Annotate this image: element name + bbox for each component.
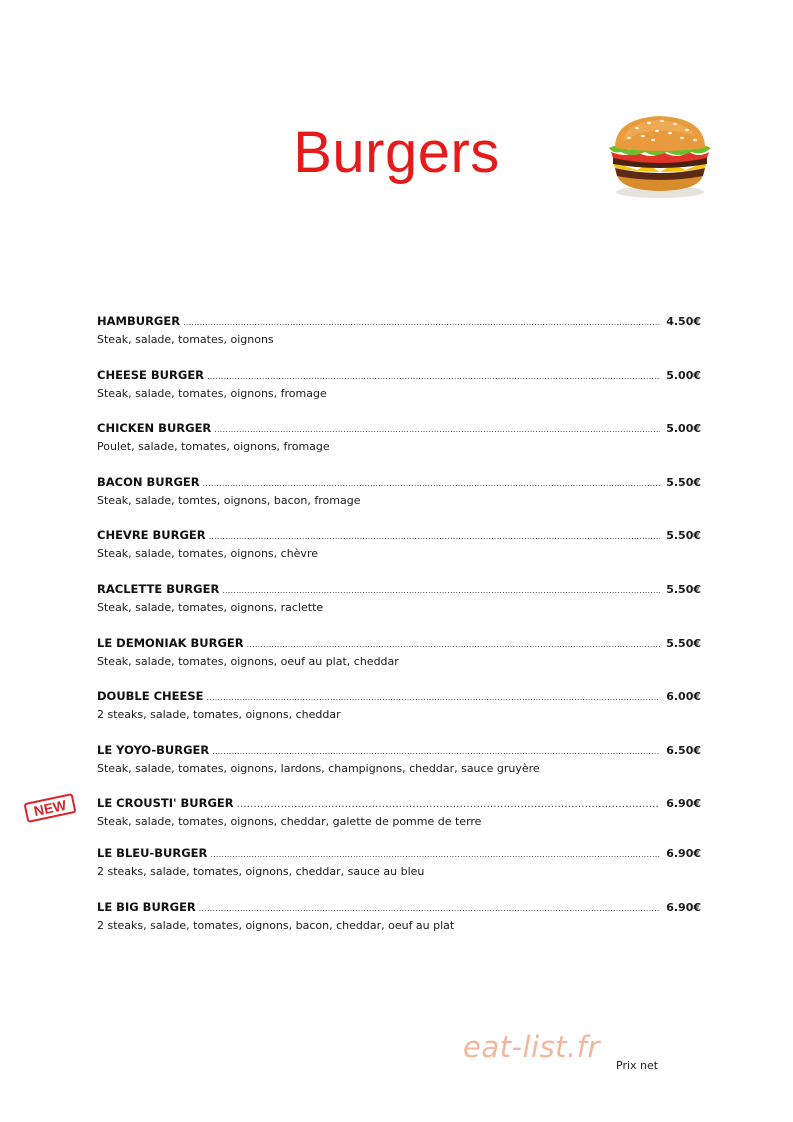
item-price: 5.50€	[666, 636, 701, 650]
menu-item	[97, 313, 701, 367]
item-description: Steak, salade, tomates, oignons, lardons, champignons, cheddar, sauce gruyère	[97, 761, 540, 775]
item-description: 2 steaks, salade, tomates, oignons, cheddar, sauce au bleu	[97, 865, 425, 879]
new-badge-label: NEW	[32, 796, 68, 820]
item-name: CHEVRE BURGER	[97, 528, 206, 543]
item-description: Steak, salade, tomates, oignons, fromage	[97, 386, 327, 400]
menu-item	[97, 795, 701, 845]
footer-brand: eat-list.fr	[463, 1030, 600, 1064]
item-price: 5.50€	[666, 582, 701, 596]
dot-leader	[212, 743, 660, 760]
item-price: 6.50€	[666, 743, 701, 757]
dot-leader	[199, 900, 660, 917]
menu-item	[97, 899, 701, 953]
item-name: LE YOYO-BURGER	[97, 742, 210, 757]
menu-item	[97, 742, 701, 796]
dot-leader	[207, 368, 660, 385]
item-name: DOUBLE CHEESE	[97, 689, 204, 704]
new-badge	[22, 791, 78, 825]
item-description: Steak, salade, tomtes, oignons, bacon, fromage	[97, 493, 361, 507]
dot-leader	[214, 421, 660, 438]
item-name: LE BLEU-BURGER	[97, 846, 208, 861]
menu-item	[97, 420, 701, 474]
item-name: BACON BURGER	[97, 474, 200, 489]
item-price: 5.00€	[666, 368, 701, 382]
page-title: Burgers	[293, 120, 500, 185]
dot-leader	[247, 636, 661, 653]
dot-leader	[183, 314, 660, 331]
menu-item	[97, 635, 701, 689]
item-price: 6.90€	[666, 900, 701, 914]
item-price: 5.50€	[666, 529, 701, 543]
item-name: LE CROUSTI' BURGER	[97, 796, 234, 811]
dot-leader	[209, 528, 661, 545]
item-description: Poulet, salade, tomates, oignons, fromage	[97, 440, 330, 454]
menu-item	[97, 688, 701, 742]
dot-leader	[210, 846, 660, 863]
item-name: CHICKEN BURGER	[97, 421, 212, 436]
dot-leader	[222, 582, 660, 599]
item-price: 6.00€	[666, 690, 701, 704]
item-description: Steak, salade, tomates, oignons, cheddar, galette de pomme de terre	[97, 815, 482, 829]
item-description: Steak, salade, tomates, oignons, raclette	[97, 600, 324, 614]
item-price: 4.50€	[666, 315, 701, 328]
menu-item	[97, 367, 701, 421]
item-name: CHEESE BURGER	[97, 367, 205, 382]
menu-item	[97, 581, 701, 635]
item-description: Steak, salade, tomates, oignons	[97, 333, 274, 346]
item-name: LE BIG BURGER	[97, 899, 196, 914]
menu-item	[97, 527, 701, 581]
item-description: Steak, salade, tomates, oignons, oeuf au plat, cheddar	[97, 654, 399, 668]
dot-leader	[207, 689, 661, 706]
footer-price-note: Prix net	[616, 1059, 659, 1072]
dot-leader	[203, 475, 661, 492]
item-description: Steak, salade, tomates, oignons, chèvre	[97, 547, 318, 561]
item-price: 5.50€	[666, 475, 701, 489]
item-name: HAMBURGER	[97, 314, 181, 328]
dot-leader	[237, 796, 661, 813]
menu-list	[97, 313, 701, 953]
item-price: 6.90€	[666, 847, 701, 861]
item-description: 2 steaks, salade, tomates, oignons, bacon, cheddar, oeuf au plat	[97, 918, 455, 932]
menu-item	[97, 474, 701, 528]
item-price: 6.90€	[666, 797, 701, 811]
item-name: LE DEMONIAK BURGER	[97, 635, 244, 650]
burger-icon	[607, 112, 713, 200]
item-description: 2 steaks, salade, tomates, oignons, cheddar	[97, 708, 341, 722]
menu-item	[97, 845, 701, 899]
item-price: 5.00€	[666, 422, 701, 436]
item-name: RACLETTE BURGER	[97, 581, 220, 596]
